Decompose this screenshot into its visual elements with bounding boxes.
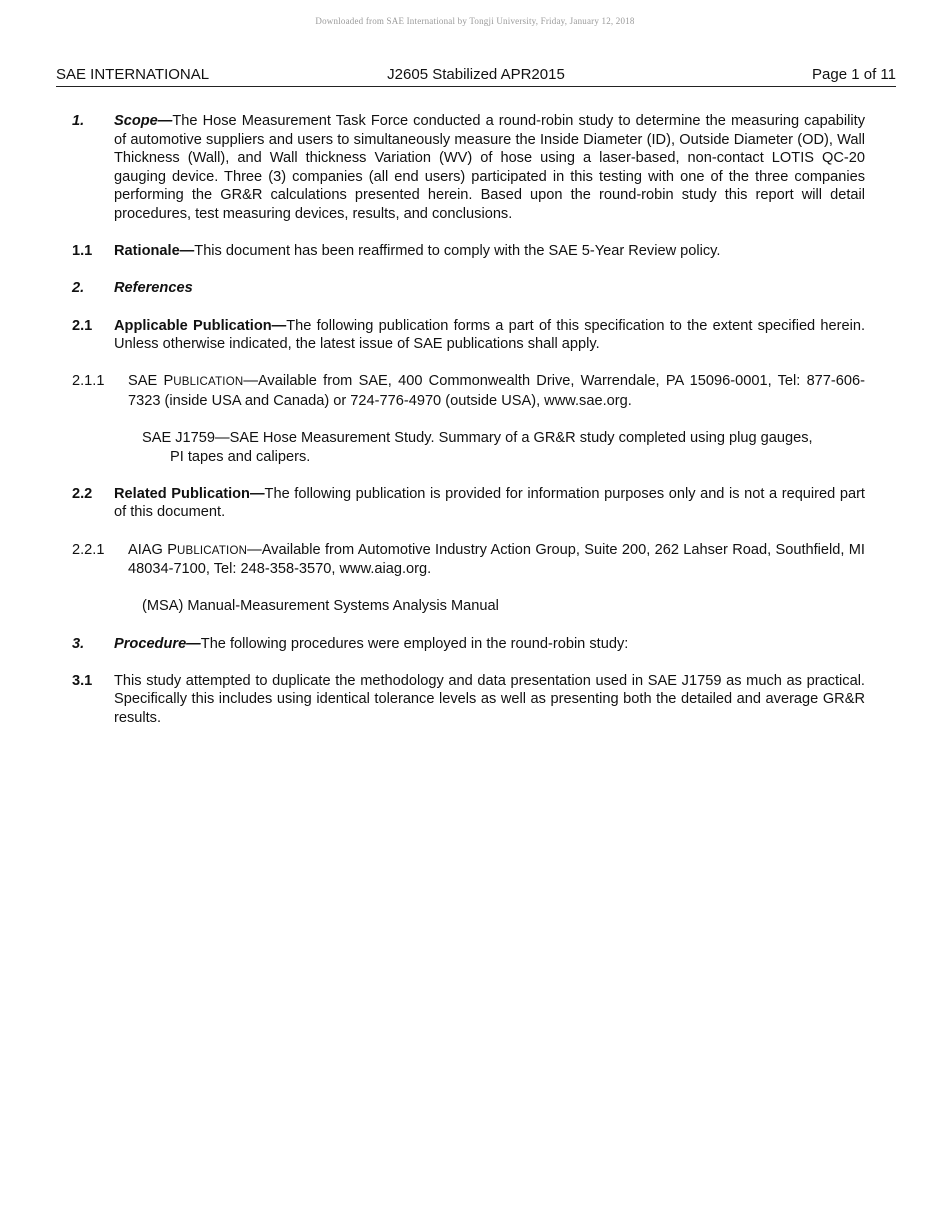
header-organization: SAE INTERNATIONAL xyxy=(56,66,210,83)
section-number: 1. xyxy=(72,113,85,129)
section-number: 2. xyxy=(72,280,85,297)
publisher-name-smallcaps: UBLICATION xyxy=(176,544,248,557)
section-text: The following publication forms a part of this specification to the extent specified herein. Unless otherwise indicated, the latest issue of SAE publications shall apply. xyxy=(114,317,865,353)
section-text: The following procedures were employed in the round-robin study: xyxy=(200,635,629,652)
section-number: 3.1 xyxy=(72,672,93,689)
section-2-1-applicable-publication xyxy=(72,317,865,354)
section-text: This study attempted to duplicate the methodology and data presentation used in SAE J1759 as much as practical. Specifically this includes using identical tolerance levels as well as presenting both the detailed and average GR&R results. xyxy=(114,672,865,726)
section-3-1 xyxy=(72,672,865,728)
section-1-scope xyxy=(72,112,865,224)
reference-sae-j1759 xyxy=(72,429,865,466)
section-text: —Available from SAE, 400 Commonwealth Drive, Warrendale, PA 15096-0001, Tel: 877-606-7323 (inside USA and Canada) or 724-776-4970 (outside USA), www.sae.org. xyxy=(128,373,865,409)
section-title: References xyxy=(114,280,193,297)
section-text: The Hose Measurement Task Force conducted a round-robin study to determine the measuring capability of automotive suppliers and users to simultaneously measure the Inside Diameter (ID), Outside Diameter (OD), Wall Thickness (Wall), and Wall thickness Variation (WV) of hose using a laser-based, non-contact LOTIS QC-20 gauging device. Three (3) companies (all end users) participated in this testing with one of the three companies performing the GR&R calculations presented herein. Based upon the round-robin study this report will detail procedures, test measuring devices, results, and conclusions. xyxy=(114,113,865,222)
section-text: The following publication is provided for information purposes only and is not a required part of this document. xyxy=(114,485,865,521)
reference-text-continued: PI tapes and calipers. xyxy=(170,448,311,465)
download-watermark: Downloaded from SAE International by Tongji University, Friday, January 12, 2018 xyxy=(315,16,635,26)
section-number: 2.1.1 xyxy=(72,373,105,390)
section-text: This document has been reaffirmed to comply with the SAE 5-Year Review policy. xyxy=(194,243,721,260)
section-number: 2.2.1 xyxy=(72,541,105,558)
section-title: Related Publication— xyxy=(114,485,265,502)
section-title: Applicable Publication— xyxy=(114,317,287,334)
document-body xyxy=(72,112,865,746)
section-2-2-1-aiag-publication xyxy=(72,541,865,579)
section-title: Scope— xyxy=(114,113,173,129)
section-number: 2.1 xyxy=(72,317,93,334)
publisher-name-smallcaps: UBLICATION xyxy=(173,376,244,389)
section-1-1-rationale xyxy=(72,242,865,261)
section-2-2-related-publication xyxy=(72,485,865,522)
reference-text: (MSA) Manual-Measurement Systems Analysis Manual xyxy=(142,598,499,615)
header-page-number: Page 1 of 11 xyxy=(812,66,896,83)
reference-msa-manual xyxy=(72,597,865,616)
publisher-name: AIAG P xyxy=(128,541,177,558)
section-number: 2.2 xyxy=(72,485,93,502)
section-3-procedure xyxy=(72,635,865,654)
publisher-name: SAE P xyxy=(128,373,174,390)
page-header xyxy=(56,66,896,87)
section-2-references xyxy=(72,279,865,298)
section-title: Rationale— xyxy=(114,243,195,260)
section-text: —Available from Automotive Industry Action Group, Suite 200, 262 Lahser Road, Southfield, MI 48034-7100, Tel: 248-358-3570, www.aiag.org. xyxy=(128,541,865,578)
section-2-1-1-sae-publication xyxy=(72,372,865,410)
header-document-id: J2605 Stabilized APR2015 xyxy=(387,66,565,83)
reference-text: SAE J1759—SAE Hose Measurement Study. Summary of a GR&R study completed using plug gauges, xyxy=(142,430,813,447)
section-number: 3. xyxy=(72,635,85,652)
section-number: 1.1 xyxy=(72,243,93,260)
section-title: Procedure— xyxy=(114,635,201,652)
